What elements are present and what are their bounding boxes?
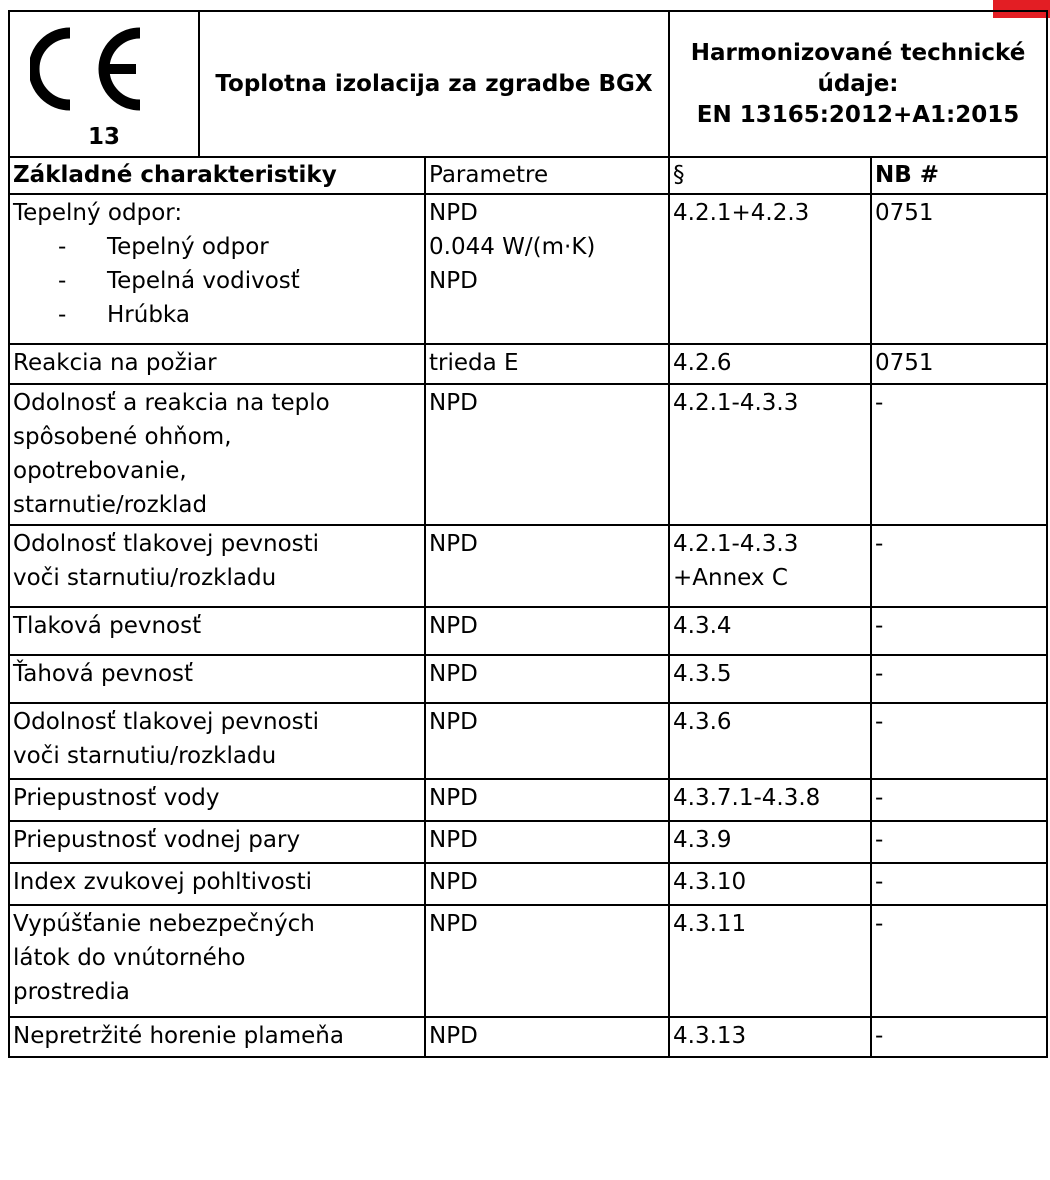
characteristic-cell <box>9 779 425 821</box>
notified-body-cell: 0751 <box>871 344 1047 384</box>
product-title: Toplotna izolacija za zgradbe BGX <box>199 11 669 157</box>
notified-body-cell: - <box>871 1017 1047 1057</box>
characteristic-label: starnutie/rozklad <box>13 492 208 518</box>
column-header-characteristic: Základné charakteristiky <box>9 157 425 194</box>
section-reference: 4.3.11 <box>673 911 747 937</box>
characteristic-label: prostredia <box>13 979 130 1005</box>
parameter-value: NPD <box>429 661 478 687</box>
section-cell <box>669 821 871 863</box>
characteristic-label: voči starnutiu/rozkladu <box>13 743 277 769</box>
parameter-value: NPD <box>429 869 478 895</box>
notified-body-cell: - <box>871 607 1047 655</box>
characteristic-label: voči starnutiu/rozkladu <box>13 565 277 591</box>
notified-body-cell: - <box>871 384 1047 525</box>
characteristic-label: opotrebovanie, <box>13 458 187 484</box>
notified-body-cell: - <box>871 703 1047 779</box>
table-row <box>9 779 1047 821</box>
parameter-cell <box>425 905 669 1017</box>
notified-body-cell: 0751 <box>871 194 1047 344</box>
notified-body-cell: - <box>871 779 1047 821</box>
table-row <box>9 1017 1047 1057</box>
characteristic-label: Ťahová pevnosť <box>13 661 194 687</box>
characteristic-label: Vypúšťanie nebezpečných <box>13 911 315 937</box>
characteristic-cell <box>9 525 425 607</box>
characteristic-cell <box>9 384 425 525</box>
notified-body-cell: - <box>871 821 1047 863</box>
section-reference: 4.3.4 <box>673 613 732 639</box>
notified-body-cell: - <box>871 525 1047 607</box>
characteristic-cell <box>9 703 425 779</box>
ce-mark-icon <box>30 27 148 111</box>
section-reference: 4.3.13 <box>673 1023 747 1049</box>
parameter-value: NPD <box>429 785 478 811</box>
standard-code: EN 13165:2012+A1:2015 <box>696 101 1020 128</box>
characteristic-label: Odolnosť tlakovej pevnosti <box>13 709 320 735</box>
parameter-value: NPD <box>429 613 478 639</box>
table-row <box>9 863 1047 905</box>
parameter-cell <box>425 194 669 344</box>
characteristic-label: spôsobené ohňom, <box>13 424 232 450</box>
section-reference: 4.2.1-4.3.3 <box>673 531 799 557</box>
characteristic-label: Tlaková pevnosť <box>13 613 202 639</box>
section-cell <box>669 344 871 384</box>
section-reference: 4.3.5 <box>673 661 732 687</box>
characteristic-cell <box>9 607 425 655</box>
section-cell <box>669 194 871 344</box>
section-reference: 4.2.1-4.3.3 <box>673 390 799 416</box>
characteristic-label: Tepelný odpor: <box>13 200 183 226</box>
characteristic-cell <box>9 863 425 905</box>
parameter-value: NPD <box>429 200 478 226</box>
parameter-value: 0.044 W/(m·K) <box>429 234 596 260</box>
parameter-cell <box>425 821 669 863</box>
ce-mark-cell <box>9 11 199 157</box>
section-reference: 4.2.1+4.2.3 <box>673 200 810 226</box>
parameter-cell <box>425 779 669 821</box>
sub-characteristic-item: - Tepelná vodivosť <box>13 264 421 298</box>
sub-characteristic-list <box>13 230 421 332</box>
section-cell <box>669 384 871 525</box>
section-cell <box>669 525 871 607</box>
section-reference: 4.3.9 <box>673 827 732 853</box>
characteristics-table <box>8 156 1048 1058</box>
section-cell <box>669 607 871 655</box>
parameter-value: NPD <box>429 709 478 735</box>
characteristic-cell <box>9 1017 425 1057</box>
characteristic-cell <box>9 905 425 1017</box>
parameter-cell <box>425 703 669 779</box>
characteristic-label: Odolnosť a reakcia na teplo <box>13 390 330 416</box>
characteristic-label: Index zvukovej pohltivosti <box>13 869 313 895</box>
parameter-cell <box>425 344 669 384</box>
characteristic-cell <box>9 655 425 703</box>
parameter-value: NPD <box>429 911 478 937</box>
table-row <box>9 525 1047 607</box>
table-row <box>9 194 1047 344</box>
notified-body-cell: - <box>871 863 1047 905</box>
declaration-sheet <box>8 10 1046 1180</box>
table-row <box>9 655 1047 703</box>
parameter-cell <box>425 1017 669 1057</box>
characteristic-cell <box>9 194 425 344</box>
section-reference: +Annex C <box>673 565 788 591</box>
standard-cell <box>669 11 1047 157</box>
section-cell <box>669 1017 871 1057</box>
ce-notified-number: 13 <box>88 124 121 150</box>
parameter-value: NPD <box>429 531 478 557</box>
section-reference: 4.2.6 <box>673 350 732 376</box>
parameter-value: NPD <box>429 1023 478 1049</box>
section-cell <box>669 655 871 703</box>
characteristic-label: látok do vnútorného <box>13 945 246 971</box>
notified-body-cell: - <box>871 655 1047 703</box>
parameter-cell <box>425 525 669 607</box>
parameter-cell <box>425 384 669 525</box>
section-reference: 4.3.10 <box>673 869 747 895</box>
parameter-value: NPD <box>429 827 478 853</box>
characteristic-cell <box>9 821 425 863</box>
column-header-parameter: Parametre <box>425 157 669 194</box>
header-table <box>8 10 1048 158</box>
characteristic-label: Priepustnosť vody <box>13 785 220 811</box>
parameter-value: NPD <box>429 390 478 416</box>
column-header-row <box>9 157 1047 194</box>
table-row <box>9 905 1047 1017</box>
parameter-cell <box>425 863 669 905</box>
column-header-nb: NB # <box>871 157 1047 194</box>
table-row <box>9 344 1047 384</box>
sub-characteristic-item: - Tepelný odpor <box>13 230 421 264</box>
section-cell <box>669 703 871 779</box>
characteristic-label: Odolnosť tlakovej pevnosti <box>13 531 320 557</box>
parameter-cell <box>425 607 669 655</box>
section-cell <box>669 905 871 1017</box>
notified-body-cell: - <box>871 905 1047 1017</box>
parameter-value: NPD <box>429 268 478 294</box>
column-header-section: § <box>669 157 871 194</box>
characteristic-cell <box>9 344 425 384</box>
parameter-value: trieda E <box>429 350 519 376</box>
characteristic-label: Nepretržité horenie plameňa <box>13 1023 344 1049</box>
standard-caption: Harmonizované technické údaje: <box>690 39 1026 97</box>
parameter-cell <box>425 655 669 703</box>
table-row <box>9 821 1047 863</box>
table-row <box>9 607 1047 655</box>
section-cell <box>669 779 871 821</box>
section-reference: 4.3.7.1-4.3.8 <box>673 785 821 811</box>
section-cell <box>669 863 871 905</box>
characteristic-label: Priepustnosť vodnej pary <box>13 827 301 853</box>
characteristic-label: Reakcia na požiar <box>13 350 217 376</box>
sub-characteristic-item: - Hrúbka <box>13 298 421 332</box>
table-row <box>9 703 1047 779</box>
section-reference: 4.3.6 <box>673 709 732 735</box>
table-row <box>9 384 1047 525</box>
